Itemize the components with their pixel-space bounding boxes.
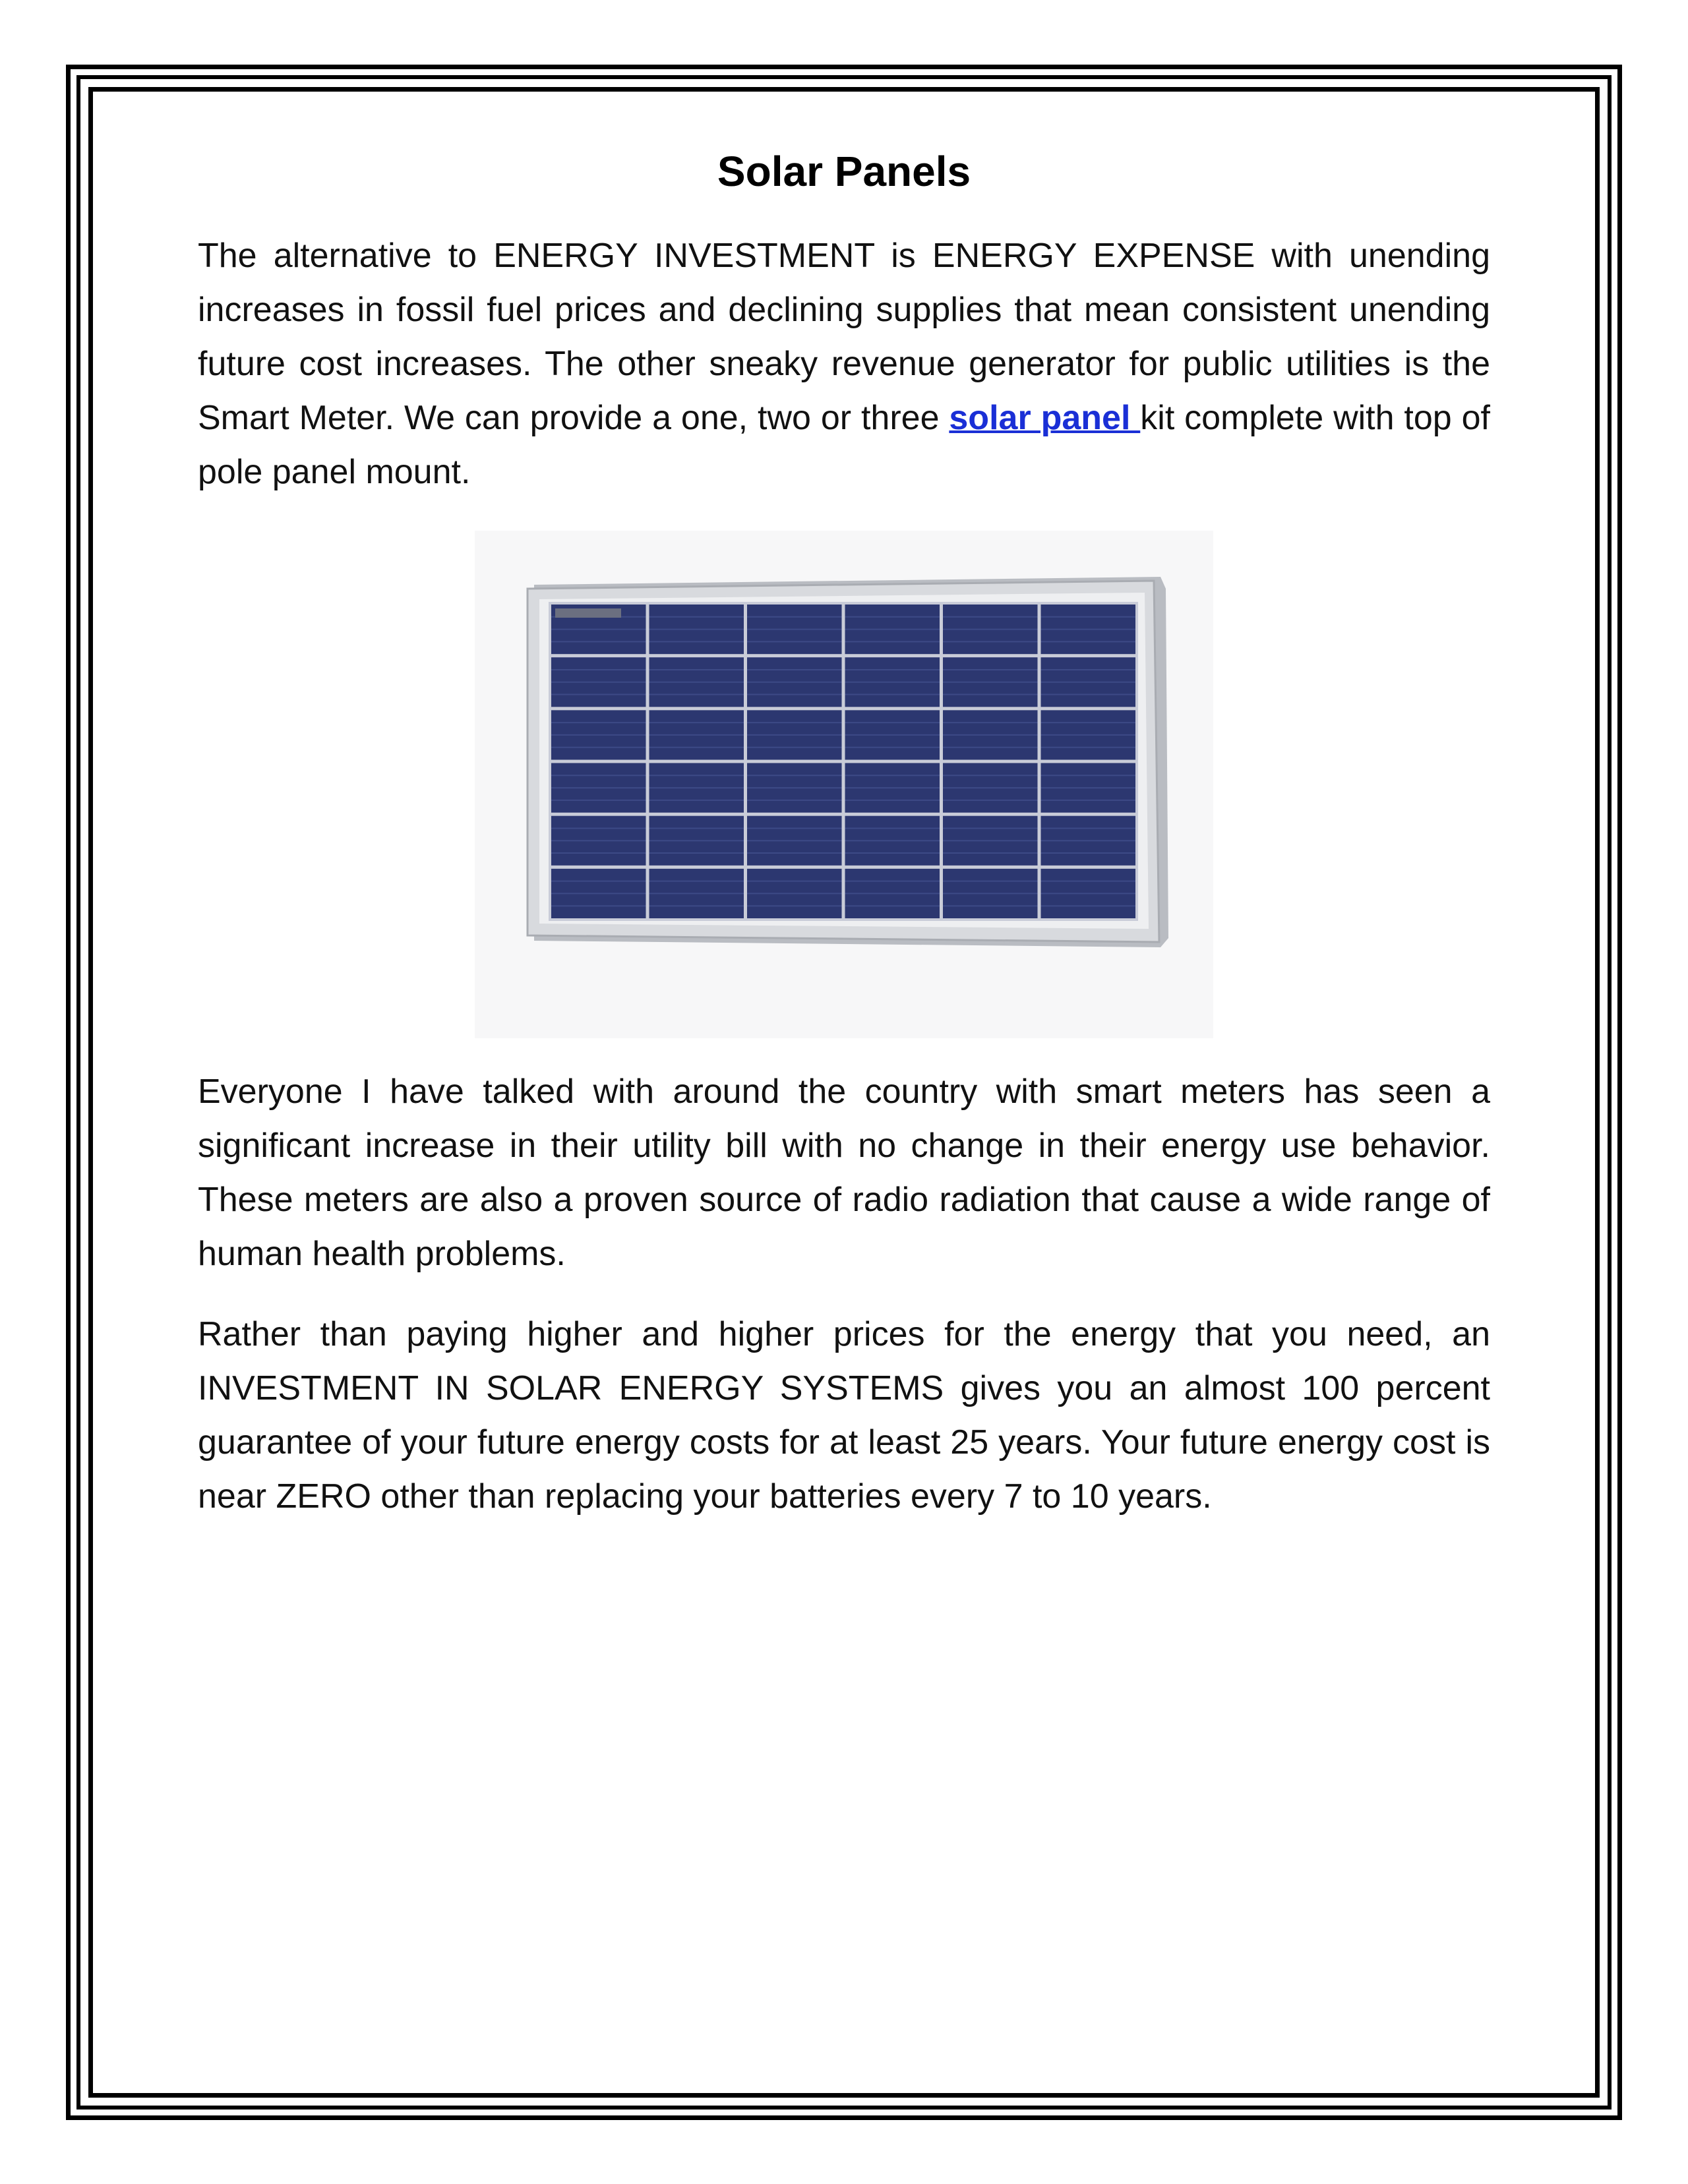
- document-body: [198, 146, 1490, 1523]
- paragraph-intro-text-b: kit complete with top of pole panel mount.: [198, 398, 1490, 491]
- paragraph-intro: [198, 229, 1490, 499]
- paragraph-intro-text-a: The alternative to ENERGY INVESTMENT is ENERGY EXPENSE with unending increases in fossil fuel prices and declining supplies that mean consistent unending future cost increases. The other sneaky revenue generator for public utilities is the Smart Meter. We can provide a one, two or three: [198, 236, 1490, 437]
- solar-panel-figure: [198, 531, 1490, 1038]
- paragraph-smart-meters: Everyone I have talked with around the country with smart meters has seen a significant increase in their utility bill with no change in their energy use behavior. These meters are also a proven source of radio radiation that cause a wide range of human health problems.: [198, 1072, 1490, 1273]
- solar-panel-link[interactable]: solar panel: [949, 398, 1141, 437]
- page-title: Solar Panels: [717, 148, 971, 195]
- solar-panel-photo-icon: [462, 531, 1226, 1038]
- paragraph-investment: Rather than paying higher and higher prices for the energy that you need, an INVESTMENT IN SOLAR ENERGY SYSTEMS gives you an almost 100 percent guarantee of your future energy costs for at least 25 years. Your future energy cost is near ZERO other than replacing your batteries every 7 to 10 years.: [198, 1314, 1490, 1516]
